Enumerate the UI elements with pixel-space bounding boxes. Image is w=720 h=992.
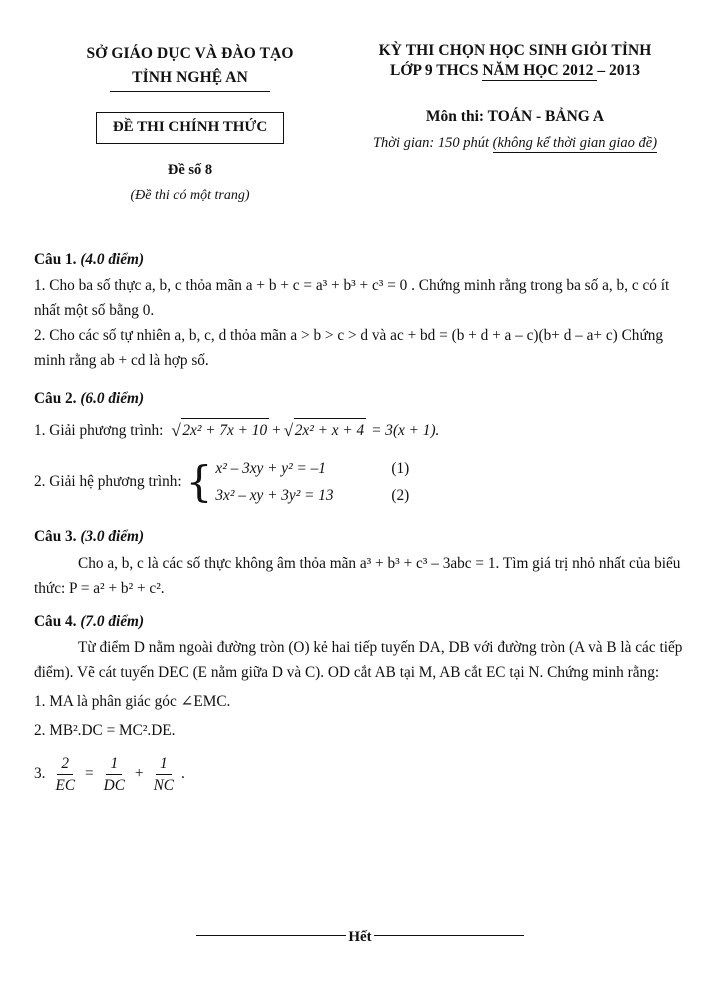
exam-title: KỲ THI CHỌN HỌC SINH GIỎI TỈNH [378,42,652,59]
province-name: TỈNH NGHỆ AN [110,66,270,91]
question-4-part-2: 2. MB².DC = MC².DE. [34,721,176,739]
question-4-points: (7.0 điểm) [80,612,145,630]
plus-operator: + [272,421,281,439]
fraction-1-over-NC: $\frac{1}{NC}$ [153,754,174,794]
question-3-heading [34,525,686,550]
system-equation-1: x² – 3xy + y² = –1 [215,459,326,477]
time-value: Thời gian: 150 phút [372,135,493,151]
document-header [0,0,720,204]
question-4-title: Câu 4. [34,612,77,630]
question-2-part-2-label: 2. Giải hệ phương trình: [34,473,182,491]
footer-rule-left [196,935,346,936]
exam-number: Đề số 8 [167,161,213,178]
question-2-points: (6.0 điểm) [80,390,145,408]
system-equation-2-tag: (2) [391,486,410,504]
header-right-block [340,42,686,204]
question-4-body: Từ điểm D nằm ngoài đường tròn (O) kẻ hai tiếp tuyến DA, DB với đường tròn (A và B là các tiếp điểm). Vẽ cát tuyến DEC (E nằm giữa D và C). OD cắt AB tại M, AB cắt EC tại N. Chứng minh rằng: [34,639,683,682]
document-footer [0,929,720,946]
system-of-equations [186,456,410,510]
system-equation-1-tag: (1) [391,459,410,477]
question-1-heading [34,248,686,273]
footer-end-label: Hết [348,929,372,945]
time-note: (không kể thời gian giao đề) [492,135,658,151]
header-left-block [34,42,340,204]
fraction-2-over-EC: $\frac{2}{EC}$ [55,754,76,794]
question-2-part-1 [34,418,686,444]
exam-content [0,248,720,795]
subject-line: Môn thi: TOÁN - BẢNG A [425,108,605,125]
equation-right-side: = 3(x + 1). [371,421,440,439]
question-2-part-1-label: 1. Giải phương trình: [34,421,164,439]
exam-grade-year [390,62,640,80]
question-4-part-3 [34,754,686,795]
sqrt-expression-2: √ 2x² + x + 4 [284,418,366,444]
question-2-part-2 [34,456,686,510]
school-year: NĂM HỌC 2012 [482,62,598,79]
plus-operator-2: + [134,764,144,782]
left-brace-icon: { [185,457,213,507]
grade-label: LỚP 9 THCS [390,62,483,79]
question-1-part-1: 1. Cho ba số thực a, b, c thỏa mãn a + b + c = a³ + b³ + c³ = 0 . Chứng minh rằng trong ba số a, b, c có ít nhất một số bằng 0. [34,277,670,320]
question-4-part-3-index: 3. [34,764,46,782]
question-3-points: (3.0 điểm) [80,528,145,546]
question-1-part-2: 2. Cho các số tự nhiên a, b, c, d thỏa mãn a > b > c > d và ac + bd = (b + d + a – c)(b+ d – a+ c) Chứng minh rằng ab + cd là hợp số. [34,326,664,369]
question-1-title: Câu 1. [34,250,77,268]
question-2-heading [34,387,686,412]
time-line [344,135,686,152]
question-2-title: Câu 2. [34,390,77,408]
fraction-1-over-DC: $\frac{1}{DC}$ [103,754,125,794]
department-name: SỞ GIÁO DỤC VÀ ĐÀO TẠO [86,45,294,62]
page-count-note: (Đề thi có một trang) [130,187,250,203]
question-1-points: (4.0 điểm) [80,250,145,268]
footer-rule-right [374,935,524,936]
period-mark: . [180,764,185,782]
question-4-part-1: 1. MA là phân giác góc ∠EMC. [34,692,231,710]
question-3-body: Cho a, b, c là các số thực không âm thỏa mãn a³ + b³ + c³ – 3abc = 1. Tìm giá trị nhỏ nhất của biểu thức: P = a² + b² + c². [34,555,681,597]
school-year-end: – 2013 [597,62,640,79]
system-equation-2: 3x² – xy + 3y² = 13 [215,486,334,504]
sqrt-expression-1: √ 2x² + 7x + 10 [171,418,269,444]
official-exam-stamp: ĐỀ THI CHÍNH THỨC [96,112,284,144]
equals-operator: = [85,764,94,782]
question-4-heading [34,610,686,635]
question-3-title: Câu 3. [34,528,77,546]
